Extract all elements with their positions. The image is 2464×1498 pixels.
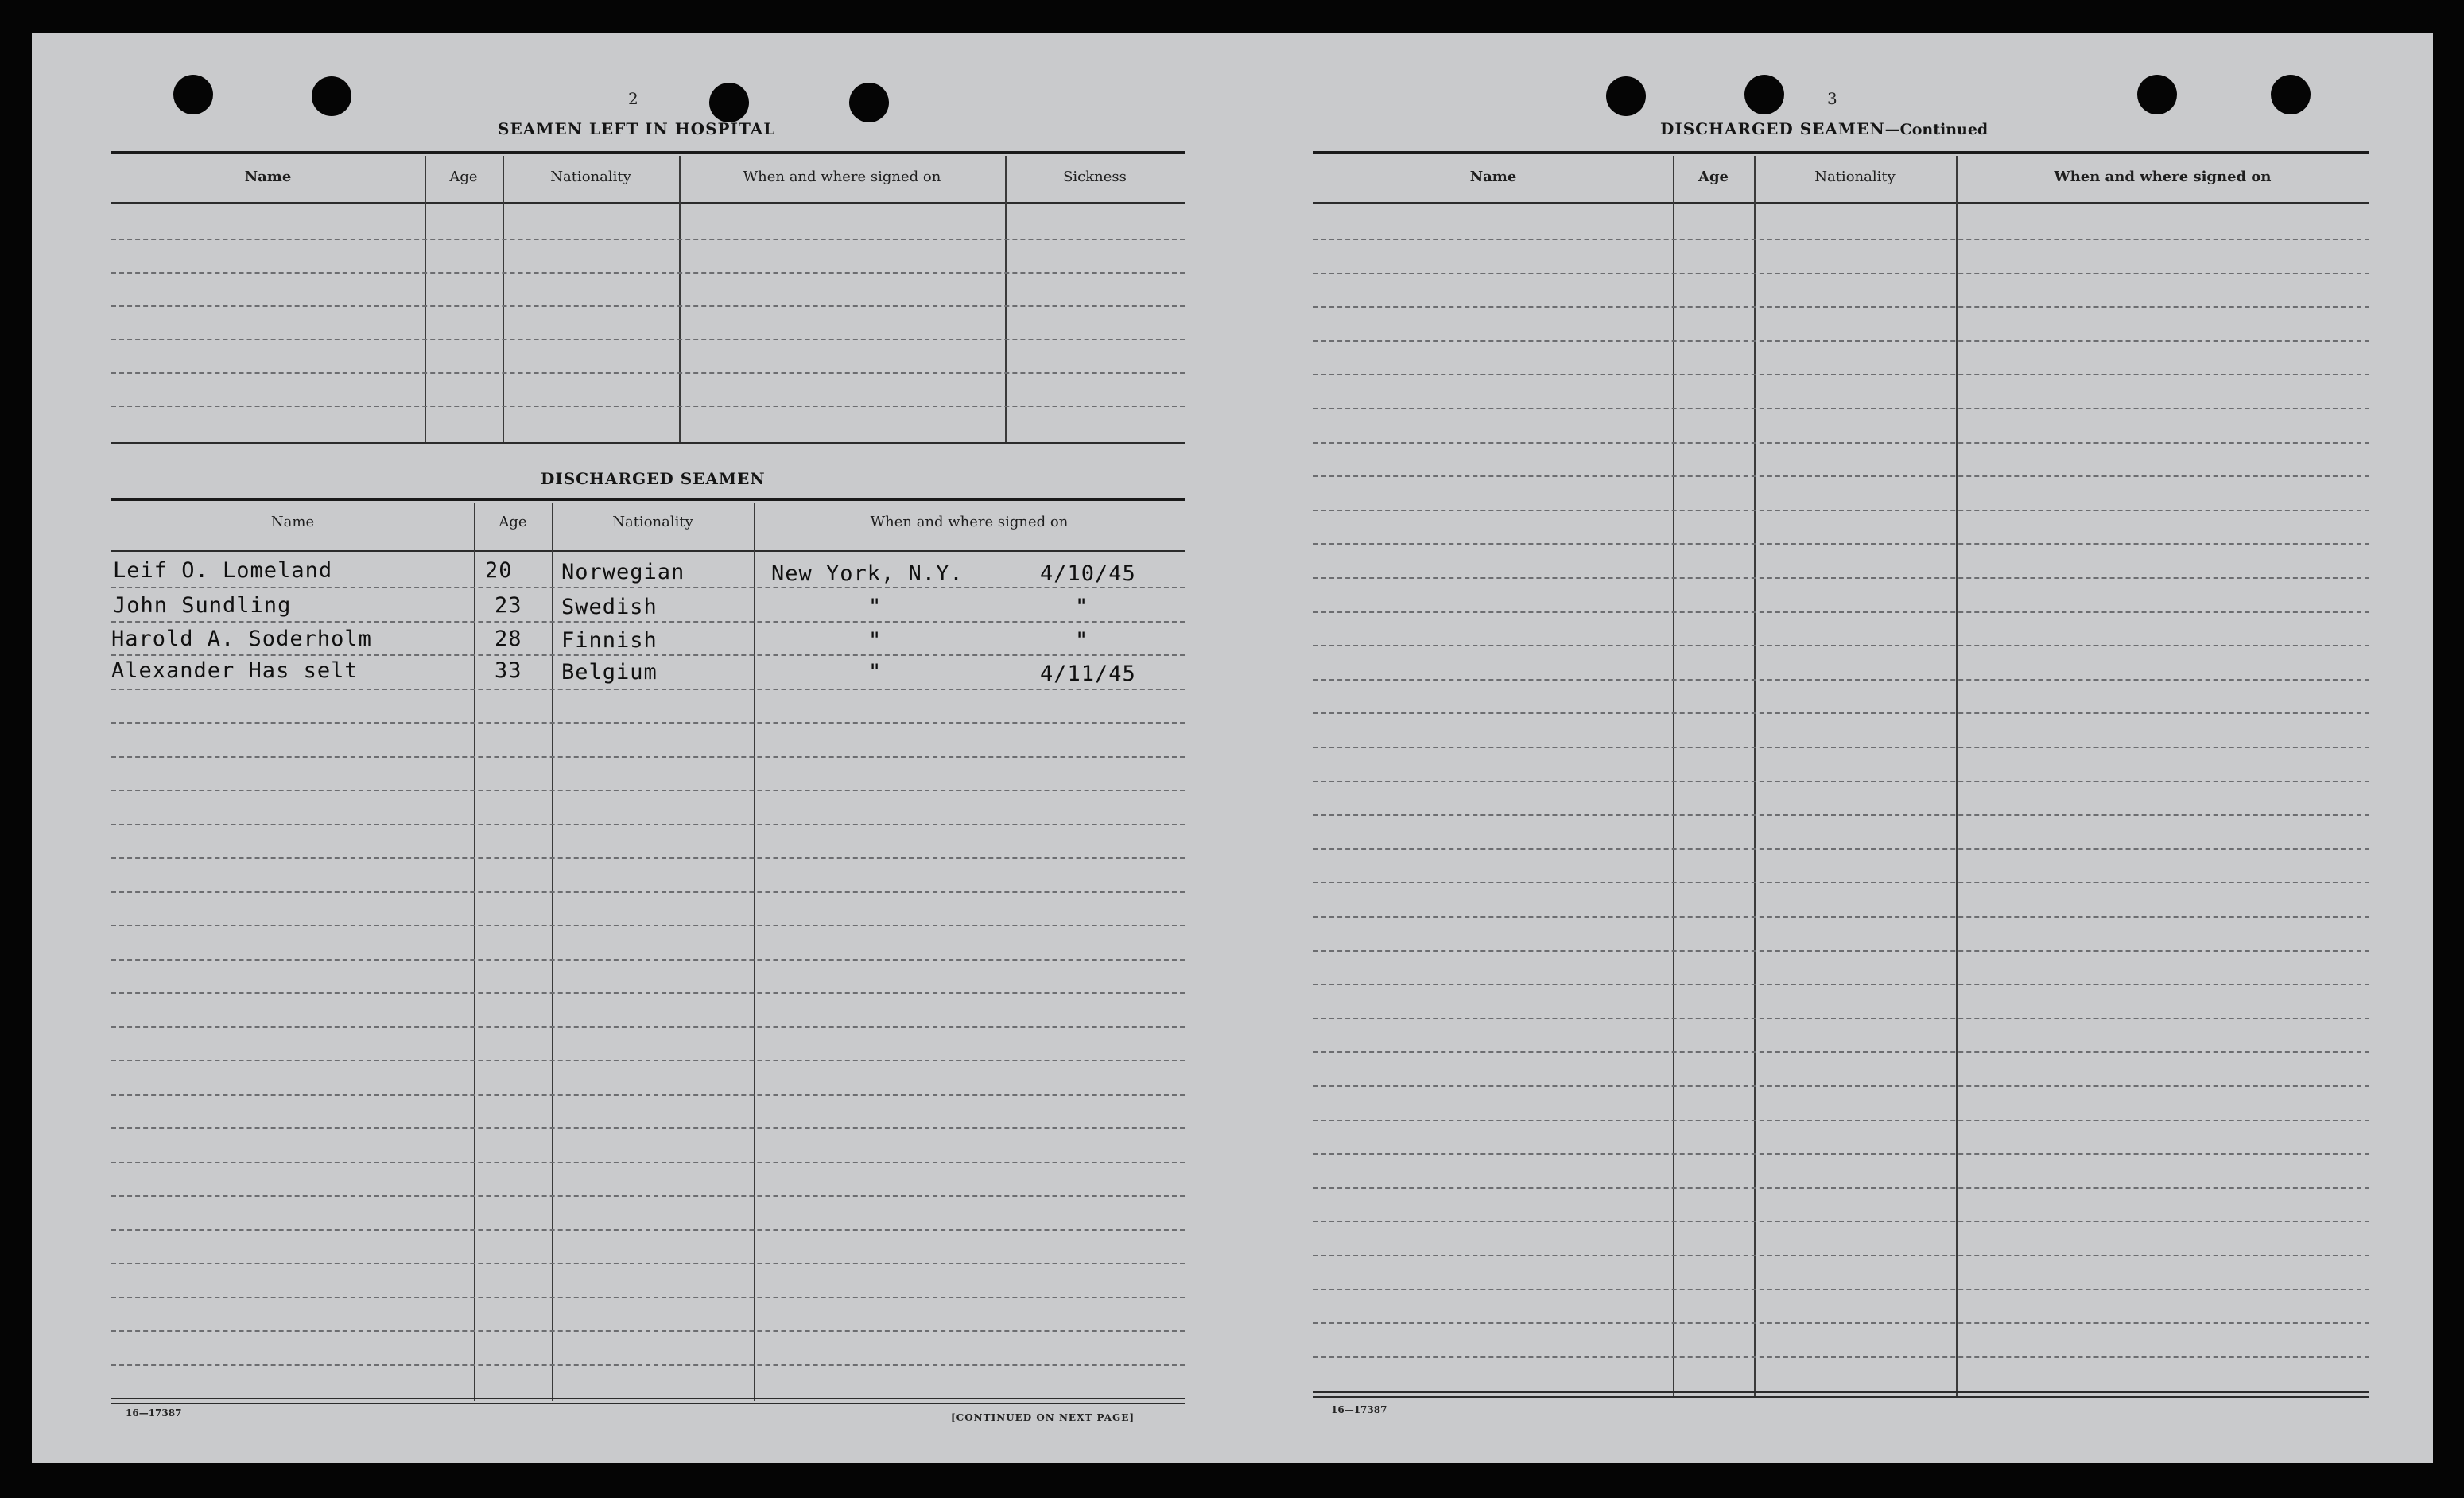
table-row-line bbox=[1313, 611, 2369, 613]
seaman-name: Harold A. Soderholm bbox=[111, 627, 372, 651]
table-row-line bbox=[111, 272, 1185, 274]
column-header-when-where: When and where signed on bbox=[870, 514, 1069, 530]
signed-on-date: 4/11/45 bbox=[1040, 662, 1136, 686]
table-row-line bbox=[1313, 814, 2369, 816]
column-header-sickness: Sickness bbox=[1063, 169, 1127, 185]
table-row-line bbox=[1313, 239, 2369, 240]
left-page bbox=[32, 33, 1224, 1463]
column-header-age: Age bbox=[449, 169, 478, 185]
table-row-line bbox=[111, 372, 1185, 374]
column-header-age: Age bbox=[1698, 169, 1729, 185]
column-header-when-where: When and where signed on bbox=[743, 169, 941, 185]
column-header-nationality: Nationality bbox=[550, 169, 631, 185]
table-row-line bbox=[1313, 679, 2369, 681]
column-divider bbox=[1956, 156, 1958, 1396]
punch-hole bbox=[709, 83, 749, 122]
table-row-line bbox=[111, 654, 1185, 656]
document-sheet bbox=[32, 33, 2433, 1463]
table-row-line bbox=[111, 689, 1185, 690]
table-row-line bbox=[1313, 1085, 2369, 1087]
page-number: 3 bbox=[1827, 89, 1837, 108]
discharged-section-title: DISCHARGED SEAMEN bbox=[541, 469, 766, 488]
column-header-name: Name bbox=[1469, 169, 1517, 185]
table-bottom-rule bbox=[1313, 1391, 2369, 1393]
table-row-line bbox=[111, 722, 1185, 724]
table-bottom-rule bbox=[111, 1398, 1185, 1399]
table-row-line bbox=[1313, 340, 2369, 342]
right-page bbox=[1224, 33, 2433, 1463]
table-row-line bbox=[111, 1229, 1185, 1231]
table-row-line bbox=[1313, 577, 2369, 579]
form-code: 16—17387 bbox=[126, 1407, 182, 1418]
table-row-line bbox=[111, 1297, 1185, 1298]
table-row-line bbox=[111, 756, 1185, 758]
table-row-line bbox=[111, 891, 1185, 893]
table-row-line bbox=[111, 1060, 1185, 1061]
table-bottom-rule bbox=[111, 442, 1185, 444]
table-row-line bbox=[111, 1195, 1185, 1197]
table-row-line bbox=[1313, 882, 2369, 883]
table-row-line bbox=[111, 1364, 1185, 1366]
seaman-name: Leif O. Lomeland bbox=[113, 558, 333, 583]
seaman-nationality: Swedish bbox=[561, 595, 658, 619]
column-divider bbox=[754, 503, 755, 1401]
punch-hole bbox=[173, 75, 213, 114]
table-row-line bbox=[1313, 781, 2369, 782]
table-row-line bbox=[1313, 1255, 2369, 1256]
table-row-line bbox=[1313, 950, 2369, 952]
table-row-line bbox=[111, 339, 1185, 340]
table-row-line bbox=[1313, 1051, 2369, 1053]
signed-on-place: " bbox=[868, 628, 883, 653]
column-header-name: Name bbox=[244, 169, 292, 185]
column-divider bbox=[552, 503, 553, 1401]
table-row-line bbox=[1313, 442, 2369, 444]
column-divider bbox=[1673, 156, 1674, 1396]
table-row-line bbox=[1313, 1289, 2369, 1290]
column-header-nationality: Nationality bbox=[1814, 169, 1896, 185]
column-divider bbox=[1754, 156, 1756, 1396]
table-row-line bbox=[1313, 984, 2369, 985]
form-code: 16—17387 bbox=[1331, 1404, 1387, 1415]
table-row-line bbox=[111, 925, 1185, 926]
column-divider bbox=[1005, 156, 1007, 444]
table-row-line bbox=[1313, 475, 2369, 477]
page-number: 2 bbox=[628, 89, 638, 108]
signed-on-place: " bbox=[868, 660, 883, 685]
punch-hole bbox=[312, 76, 351, 116]
hospital-section-title: SEAMEN LEFT IN HOSPITAL bbox=[498, 119, 776, 138]
seaman-age: 33 bbox=[495, 658, 522, 683]
table-row-line bbox=[1313, 1187, 2369, 1189]
punch-hole bbox=[1606, 76, 1646, 116]
table-row-line bbox=[111, 305, 1185, 307]
punch-hole bbox=[2137, 75, 2177, 114]
header-rule bbox=[1313, 202, 2369, 204]
seaman-nationality: Norwegian bbox=[561, 560, 685, 584]
table-row-line bbox=[1313, 747, 2369, 748]
table-row-line bbox=[1313, 1356, 2369, 1358]
table-top-rule bbox=[1313, 151, 2369, 154]
header-rule bbox=[111, 550, 1185, 552]
table-row-line bbox=[111, 857, 1185, 859]
table-row-line bbox=[111, 406, 1185, 407]
table-row-line bbox=[111, 1162, 1185, 1163]
table-row-line bbox=[1313, 543, 2369, 545]
column-divider bbox=[679, 156, 681, 444]
column-header-when-where: When and where signed on bbox=[2054, 169, 2272, 185]
table-row-line bbox=[111, 1094, 1185, 1096]
column-divider bbox=[474, 503, 475, 1401]
column-header-nationality: Nationality bbox=[612, 514, 693, 530]
column-header-name: Name bbox=[270, 514, 315, 530]
table-row-line bbox=[111, 959, 1185, 961]
punch-hole bbox=[2271, 75, 2311, 114]
table-row-line bbox=[1313, 374, 2369, 375]
table-row-line bbox=[111, 790, 1185, 791]
signed-on-place: " bbox=[868, 595, 883, 619]
table-row-line bbox=[1313, 848, 2369, 850]
seaman-age: 28 bbox=[495, 627, 522, 651]
discharged-continued-title bbox=[1660, 119, 1988, 138]
table-row-line bbox=[111, 1330, 1185, 1332]
table-row-line bbox=[111, 1026, 1185, 1028]
table-row-line bbox=[1313, 645, 2369, 646]
seaman-age: 23 bbox=[495, 593, 522, 618]
seaman-name: John Sundling bbox=[113, 593, 292, 618]
punch-hole bbox=[1744, 75, 1784, 114]
table-row-line bbox=[1313, 273, 2369, 274]
seaman-nationality: Belgium bbox=[561, 660, 658, 685]
column-divider bbox=[425, 156, 426, 444]
seaman-name: Alexander Has selt bbox=[111, 658, 359, 683]
continued-note: [CONTINUED ON NEXT PAGE] bbox=[951, 1412, 1135, 1423]
table-bottom-rule bbox=[1313, 1396, 2369, 1398]
table-row-line bbox=[1313, 712, 2369, 714]
table-row-line bbox=[111, 1263, 1185, 1264]
column-divider bbox=[503, 156, 504, 444]
table-row-line bbox=[1313, 1221, 2369, 1222]
table-row-line bbox=[111, 587, 1185, 588]
signed-on-date: 4/10/45 bbox=[1040, 561, 1136, 586]
punch-hole bbox=[849, 83, 889, 122]
table-row-line bbox=[1313, 1153, 2369, 1155]
table-row-line bbox=[111, 824, 1185, 825]
seaman-nationality: Finnish bbox=[561, 628, 658, 653]
table-row-line bbox=[111, 1127, 1185, 1129]
table-row-line bbox=[1313, 408, 2369, 409]
table-top-rule bbox=[111, 498, 1185, 501]
discharged-continued-title-main: DISCHARGED SEAMEN bbox=[1660, 119, 1885, 138]
header-rule bbox=[111, 202, 1185, 204]
signed-on-date: " bbox=[1075, 628, 1089, 653]
discharged-continued-title-suffix: —Continued bbox=[1884, 121, 1989, 138]
seaman-age: 20 bbox=[485, 558, 513, 583]
signed-on-place: New York, N.Y. bbox=[771, 561, 964, 586]
signed-on-date: " bbox=[1075, 595, 1089, 619]
table-row-line bbox=[1313, 916, 2369, 918]
table-row-line bbox=[1313, 1322, 2369, 1324]
table-top-rule bbox=[111, 151, 1185, 154]
table-bottom-rule bbox=[111, 1403, 1185, 1404]
table-row-line bbox=[1313, 306, 2369, 308]
column-header-age: Age bbox=[499, 514, 527, 530]
table-row-line bbox=[111, 239, 1185, 240]
table-row-line bbox=[111, 621, 1185, 623]
table-row-line bbox=[1313, 1120, 2369, 1121]
table-row-line bbox=[1313, 1018, 2369, 1019]
table-row-line bbox=[1313, 510, 2369, 511]
table-row-line bbox=[111, 992, 1185, 994]
